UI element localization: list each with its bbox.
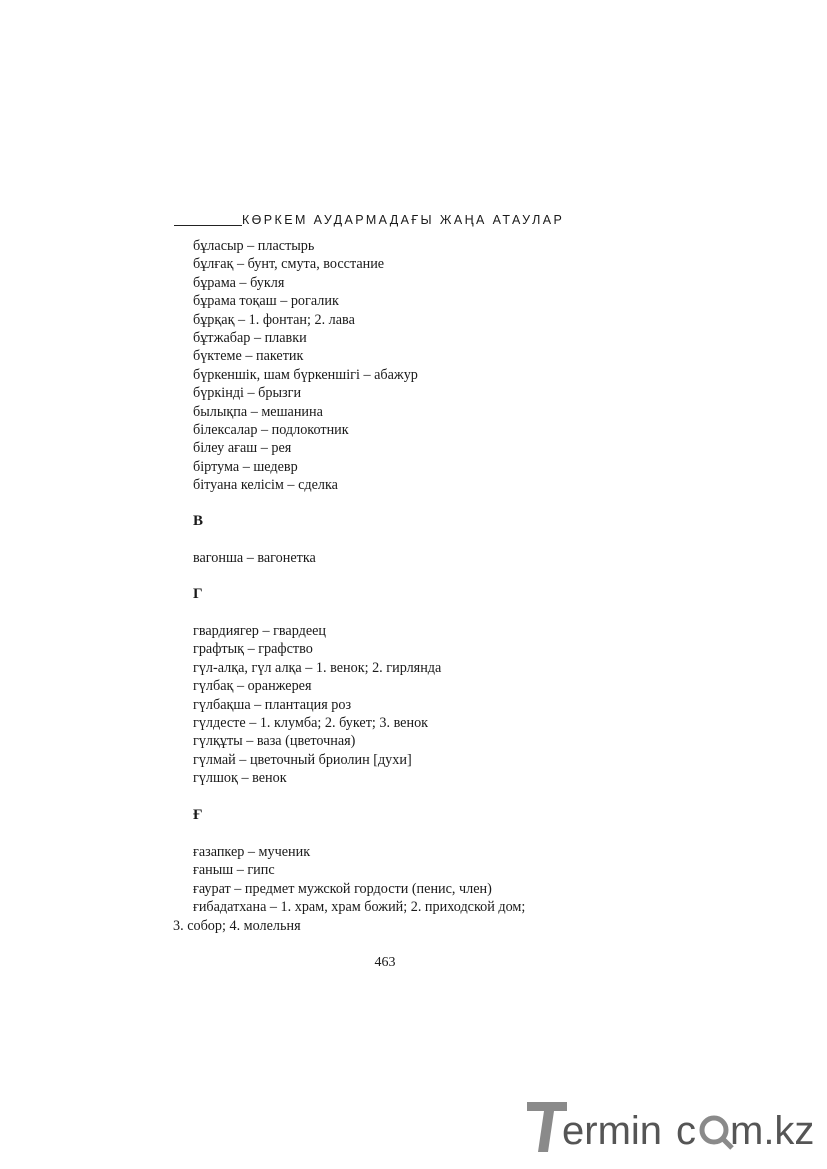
svg-text:c: c xyxy=(676,1109,696,1153)
list-item: білексалар – подлокотник xyxy=(193,422,349,439)
section-letter-v: В xyxy=(193,513,204,529)
section-letter-gh: Ғ xyxy=(193,807,203,823)
list-item: бұрама – букля xyxy=(193,274,285,291)
list-item: бүркеншік, шам бүркеншігі – абажур xyxy=(193,366,418,383)
list-item: бұрама тоқаш – рогалик xyxy=(193,293,339,310)
list-item: ғибадатхана – 1. храм, храм божий; 2. приходской дом; xyxy=(193,899,526,916)
list-item: бұлғақ – бунт, смута, восстание xyxy=(193,256,385,273)
list-item: гүлмай – цветочный бриолин [духи] xyxy=(193,751,412,768)
list-item: графтық – графство xyxy=(193,641,313,658)
list-item: гүл-алқа, гүл алқа – 1. венок; 2. гирлянда xyxy=(193,659,442,676)
list-item: бұласыр – пластырь xyxy=(193,238,315,254)
list-item: гүлбақ – оранжерея xyxy=(193,678,312,695)
list-item: вагонша – вагонетка xyxy=(193,550,316,566)
entry-list-b xyxy=(193,237,653,495)
watermark-logo xyxy=(524,1098,820,1156)
list-item: біртума – шедевр xyxy=(193,458,298,475)
list-item: білеу ағаш – рея xyxy=(193,440,292,457)
list-item: ғаурат – предмет мужской гордости (пенис, член) xyxy=(193,880,492,897)
list-item: гүлбақша – плантация роз xyxy=(193,696,352,713)
list-item-continuation: 3. собор; 4. молельня xyxy=(173,917,301,934)
svg-text:ermin: ermin xyxy=(562,1109,663,1153)
page-number: 463 xyxy=(374,955,396,970)
list-item: гвардиягер – гвардеец xyxy=(193,623,327,639)
header-title: КӨРКЕМ АУДАРМАДАҒЫ ЖАҢА АТАУЛАР xyxy=(242,213,565,227)
header-rule xyxy=(174,225,242,226)
list-item: бүркінді – брызги xyxy=(193,385,302,402)
list-item: бүктеме – пакетик xyxy=(193,348,304,365)
running-header xyxy=(174,211,634,229)
svg-text:m.kz: m.kz xyxy=(730,1109,815,1153)
list-item: ғаныш – гипс xyxy=(193,862,275,879)
list-item: бұрқақ – 1. фонтан; 2. лава xyxy=(193,311,355,328)
entry-list-g xyxy=(193,622,653,788)
list-item: гүлдесте – 1. клумба; 2. букет; 3. венок xyxy=(193,715,429,732)
list-item: былықпа – мешанина xyxy=(193,403,323,420)
section-letter-g: Г xyxy=(193,586,203,602)
entry-list-v xyxy=(193,549,653,567)
list-item: бітуана келісім – сделка xyxy=(193,477,338,494)
termincom-logo-icon xyxy=(524,1098,820,1156)
list-item: гүлқұты – ваза (цветочная) xyxy=(193,733,356,750)
entry-list-gh xyxy=(173,843,653,935)
list-item: бұтжабар – плавки xyxy=(193,330,307,347)
list-item: ғазапкер – мученик xyxy=(193,844,311,860)
list-item: гүлшоқ – венок xyxy=(193,770,287,787)
